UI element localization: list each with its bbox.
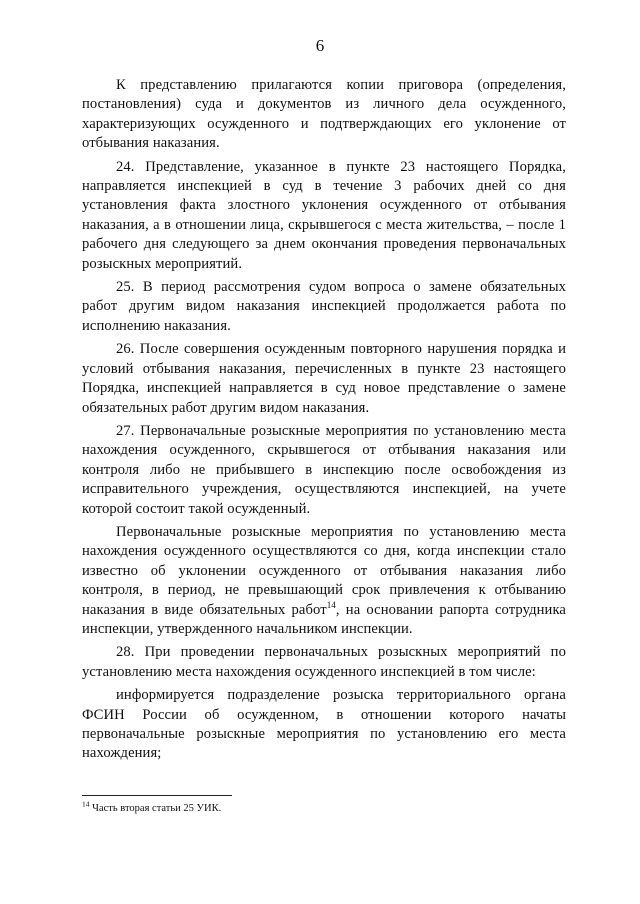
paragraph-25: 25. В период рассмотрения судом вопроса о замене обязательных работ другим видом наказания инспекцией продолжается работа по исполнению наказания. — [82, 279, 566, 334]
footnote-text: Часть вторая статьи 25 УИК. — [89, 803, 222, 814]
footnote-divider — [82, 795, 232, 796]
paragraph-attachments: К представлению прилагаются копии приговора (определения, постановления) суда и документов из личного дела осужденного, характеризующих осужденного и подтверждающих его уклонение от отбывания наказания. — [82, 77, 566, 152]
paragraph-26: 26. После совершения осужденным повторного нарушения порядка и условий отбывания наказания, перечисленных в пункте 23 настоящего Порядка, инспекцией направляется в суд новое представление о замене обязательных работ другим видом наказания. — [82, 341, 566, 416]
footnote-reference: 14 — [326, 599, 336, 610]
paragraph-27: 27. Первоначальные розыскные мероприятия по установлению места нахождения осужденного, скрывшегося от отбывания наказания или контроля либо не прибывшего в инспекцию после освобождения из исправительного учреждения, осуществляются инспекцией, на учете которой состоит такой осужденный. — [82, 422, 566, 517]
paragraph-27-continuation — [82, 523, 566, 639]
paragraph-28: 28. При проведении первоначальных розыскных мероприятий по установлению места нахождения осужденного инспекцией в том числе: — [82, 644, 566, 680]
paragraph-24: 24. Представление, указанное в пункте 23 настоящего Порядка, направляется инспекцией в суд в течение 3 рабочих дней со дня установления факта злостного уклонения осужденного от отбывания наказания, а в отношении лица, скрывшегося с места жительства, – после 1 рабочего дня следующего за днем окончания проведения первоначальных розыскных мероприятий. — [82, 158, 566, 272]
paragraph-27-continuation-tail: , на основании рапорта сотрудника инспекции, утвержденного начальником инспекции. — [82, 601, 566, 637]
page-number: 6 — [315, 36, 325, 55]
document-body — [82, 76, 566, 764]
footnote — [82, 799, 222, 816]
footnote-marker: 14 — [82, 799, 90, 809]
paragraph-28-item: информируется подразделение розыска территориального органа ФСИН России об осужденном, в отношении которого начаты первоначальные розыскные мероприятия по установлению его места нахождения; — [82, 687, 566, 762]
paragraph-27-continuation-text: Первоначальные розыскные мероприятия по установлению места нахождения осужденного осуществляются со дня, когда инспекции стало известно об уклонении осужденного от отбывания наказания либо контроля, в период, не превышающий срок привлечения к отбыванию наказания в виде обязательных работ — [82, 523, 566, 618]
